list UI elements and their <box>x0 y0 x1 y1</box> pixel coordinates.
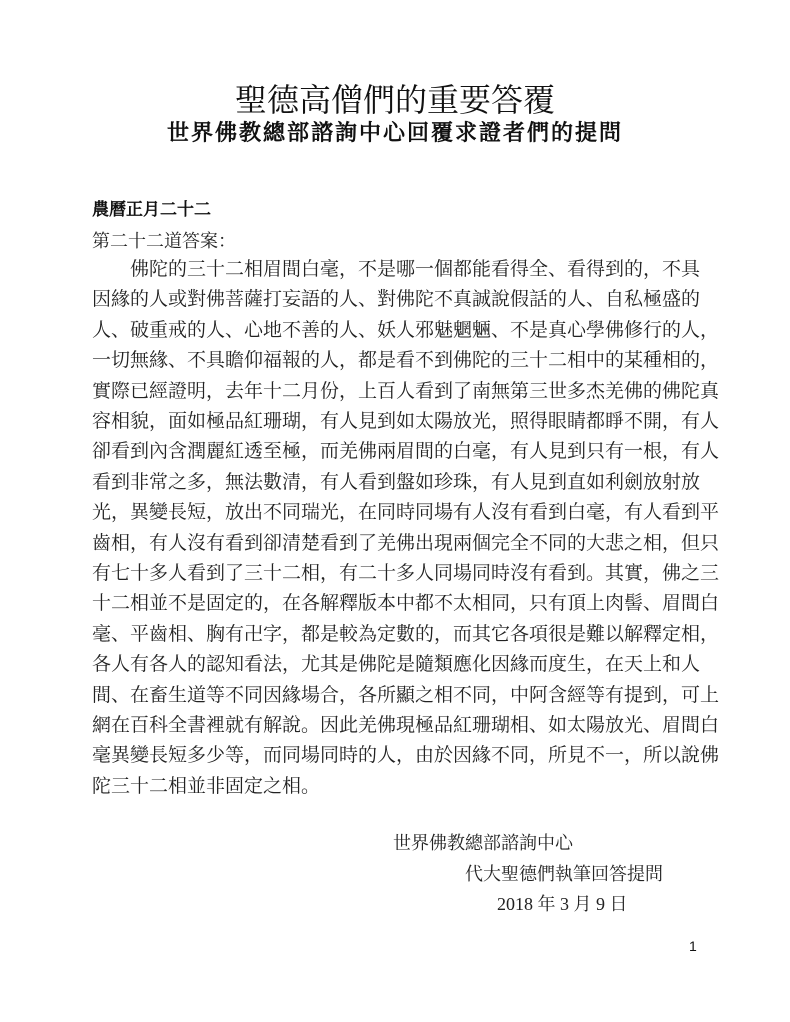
answer-label: 第二十二道答案： <box>92 231 236 251</box>
signature-organization: 世界佛教總部諮詢中心 <box>393 833 573 853</box>
body-line: 毫異變長短多少等，而同場同時的人，由於因緣不同，所見不一，所以說佛 <box>92 745 720 767</box>
body-line: 各人有各人的認知看法，尤其是佛陀是隨類應化因緣而度生，在天上和人 <box>92 654 701 676</box>
body-line: 間、在畜生道等不同因緣場合，各所顯之相不同，中阿含經等有提到，可上 <box>92 684 720 706</box>
body-line: 毫、平齒相、胸有卍字，都是較為定數的，而其它各項很是難以解釋定相， <box>92 623 720 645</box>
body-line: 齒相，有人沒有看到卻清楚看到了羌佛出現兩個完全不同的大悲之相，但只 <box>92 532 720 554</box>
body-line: 網在百科全書裡就有解說。因此羌佛現極品紅珊瑚相、如太陽放光、眉間白 <box>92 715 720 736</box>
page-number: 1 <box>689 938 697 954</box>
body-line: 陀三十二相並非固定之相。 <box>92 775 321 797</box>
lunar-date-label: 農曆正月二十二 <box>92 200 211 219</box>
body-line: 有七十多人看到了三十二相，有二十多人同場同時沒有看到。其實，佛之三 <box>92 563 720 584</box>
signature-date: 2018 年 3 月 9 日 <box>497 894 628 914</box>
body-line: 佛陀的三十二相眉間白毫，不是哪一個都能看得全、看得到的，不具 <box>130 259 701 280</box>
body-line: 實際已經證明，去年十二月份，上百人看到了南無第三世多杰羌佛的佛陀真 <box>92 380 720 402</box>
signature-author: 代大聖德們執筆回答提問 <box>465 864 663 884</box>
document-subtitle: 世界佛教總部諮詢中心回覆求證者們的提問 <box>166 120 623 145</box>
body-line: 看到非常之多，無法數清，有人看到盤如珍珠，有人見到直如利劍放射放 <box>92 471 701 493</box>
document-title: 聖德高僧們的重要答覆 <box>234 82 555 118</box>
body-line: 人、破重戒的人、心地不善的人、妖人邪魅魍魎、不是真心學佛修行的人， <box>92 319 720 341</box>
body-line: 十二相並不是固定的，在各解釋版本中都不太相同，只有頂上肉髻、眉間白 <box>92 593 720 615</box>
body-line: 卻看到內含潤麗紅透至極，而羌佛兩眉間的白毫，有人見到只有一根，有人 <box>92 441 720 463</box>
body-line: 因緣的人或對佛菩薩打妄語的人、對佛陀不真誠說假話的人、自私極盛的 <box>92 289 701 311</box>
body-line: 容相貌，面如極品紅珊瑚，有人見到如太陽放光，照得眼睛都睜不開，有人 <box>92 411 720 432</box>
body-line: 一切無緣、不具瞻仰福報的人，都是看不到佛陀的三十二相中的某種相的， <box>92 350 720 372</box>
body-line: 光，異變長短，放出不同瑞光，在同時同場有人沒有看到白毫，有人看到平 <box>92 502 720 524</box>
